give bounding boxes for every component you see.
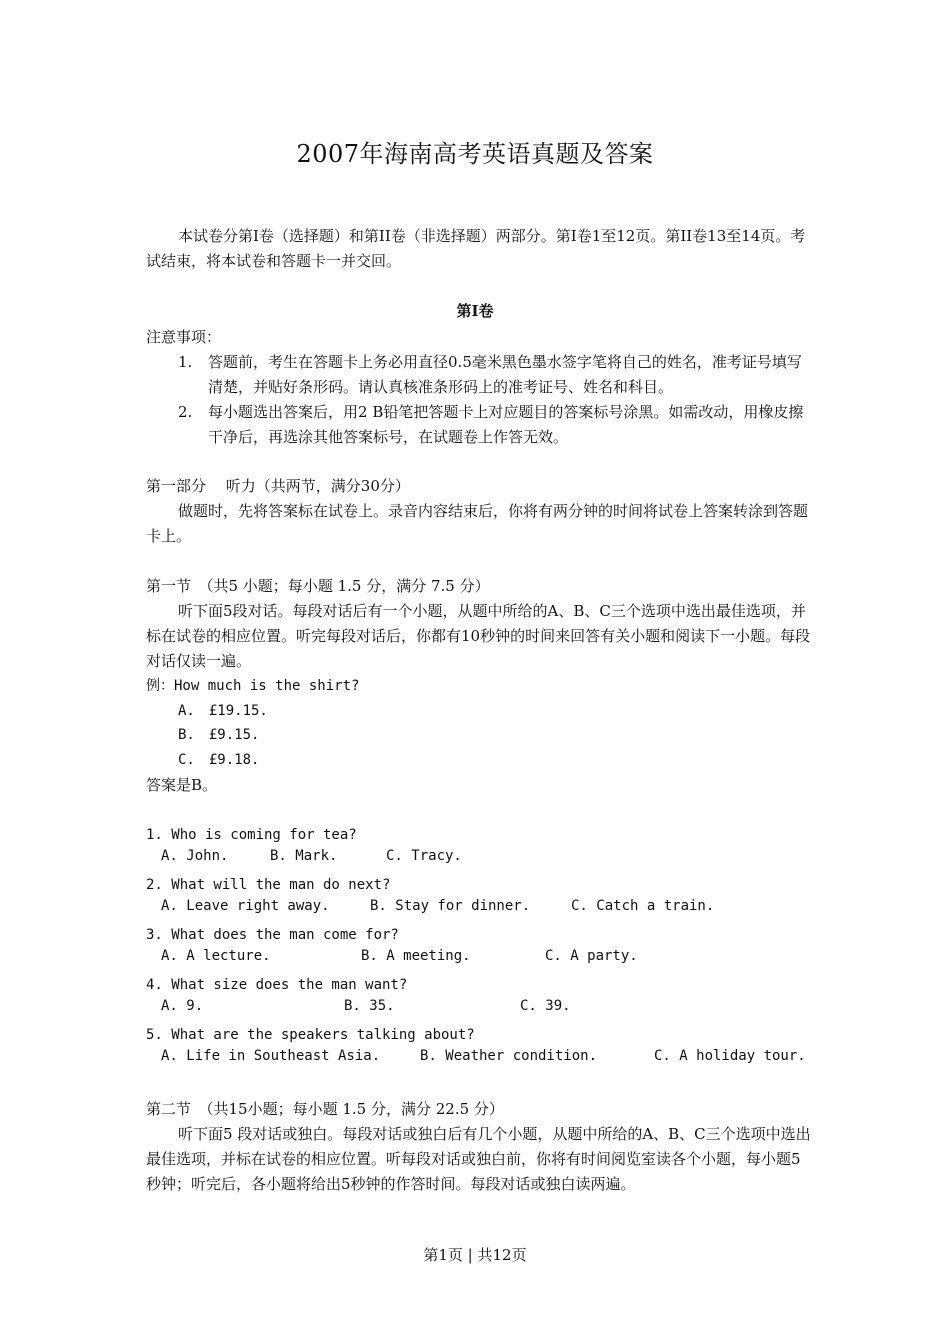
option-c: C. A party. bbox=[545, 948, 638, 964]
part1-heading: 第一部分 听力（共两节，满分30分） bbox=[146, 477, 410, 495]
question-text: 4. What size does the man want? bbox=[146, 977, 408, 993]
notice-item bbox=[178, 400, 814, 450]
option-c: C. Catch a train. bbox=[571, 898, 715, 914]
example-option: B. £9.15. bbox=[178, 727, 260, 743]
section1-heading: 第一节 （共5 小题；每小题 1.5 分，满分 7.5 分） bbox=[146, 577, 490, 595]
option-c: C. 39. bbox=[520, 998, 571, 1014]
option-a: A. A lecture. bbox=[161, 948, 271, 964]
option-b: B. A meeting. bbox=[361, 948, 471, 964]
intro-paragraph: 本试卷分第I卷（选择题）和第II卷（非选择题）两部分。第I卷1至12页。第II卷13至14页。考试结束，将本试卷和答题卡一并交回。 bbox=[146, 227, 806, 270]
volume-heading: 第I卷 bbox=[456, 302, 494, 320]
notice-text: 答题前，考生在答题卡上务必用直径0.5毫米黑色墨水签字笔将自己的姓名，准考证号填写清楚，并贴好条形码。请认真核准条形码上的准考证号、姓名和科目。 bbox=[208, 353, 802, 396]
option-b: B. Stay for dinner. bbox=[370, 898, 531, 914]
section2-heading: 第二节 （共15小题；每小题 1.5 分，满分 22.5 分） bbox=[146, 1100, 504, 1118]
question-text: 3. What does the man come for? bbox=[146, 927, 399, 943]
option-b: B. Weather condition. bbox=[420, 1048, 598, 1064]
page-footer: 第1页 | 共12页 bbox=[423, 1246, 527, 1264]
notice-item bbox=[178, 350, 814, 400]
option-b: B. Mark. bbox=[270, 848, 338, 864]
option-c: C. Tracy. bbox=[386, 848, 462, 864]
option-a: A. 9. bbox=[161, 998, 204, 1014]
example-option: C. £9.18. bbox=[178, 752, 260, 768]
question-text: 2. What will the man do next? bbox=[146, 877, 391, 893]
example-answer: 答案是B。 bbox=[146, 776, 218, 794]
notice-number: 1. bbox=[178, 353, 193, 371]
section2-description: 听下面5 段对话或独白。每段对话或独白后有几个小题，从题中所给的A、B、C三个选项中选出最佳选项，并标在试卷的相应位置。听每段对话或独白前，你将有时间阅览室读各个小题，每小题5秒钟；听完后，各小题将给出5秒钟的作答时间。每段对话或独白读两遍。 bbox=[146, 1125, 811, 1193]
option-a: A. John. bbox=[161, 848, 229, 864]
notice-heading: 注意事项： bbox=[146, 328, 222, 346]
option-a: A. Leave right away. bbox=[161, 898, 330, 914]
example-option: A. £19.15. bbox=[178, 703, 268, 719]
page-title: 2007年海南高考英语真题及答案 bbox=[296, 140, 654, 168]
question-text: 5. What are the speakers talking about? bbox=[146, 1027, 475, 1043]
notice-text: 每小题选出答案后，用2 B铅笔把答题卡上对应题目的答案标号涂黑。如需改动，用橡皮擦干净后，再选涂其他答案标号，在试题卷上作答无效。 bbox=[208, 403, 804, 446]
question-text: 1. Who is coming for tea? bbox=[146, 827, 357, 843]
option-b: B. 35. bbox=[344, 998, 395, 1014]
option-a: A. Life in Southeast Asia. bbox=[161, 1048, 381, 1064]
notice-number: 2. bbox=[178, 403, 193, 421]
example-question: 例：How much is the shirt? bbox=[146, 678, 360, 694]
section1-description: 听下面5段对话。每段对话后有一个小题，从题中所给的A、B、C三个选项中选出最佳选项，并标在试卷的相应位置。听完每段对话后，你都有10秒钟的时间来回答有关小题和阅读下一小题。每段对话仅读一遍。 bbox=[146, 602, 811, 670]
option-c: C. A holiday tour. bbox=[654, 1048, 806, 1064]
part1-description: 做题时，先将答案标在试卷上。录音内容结束后，你将有两分钟的时间将试卷上答案转涂到答题卡上。 bbox=[146, 502, 809, 545]
